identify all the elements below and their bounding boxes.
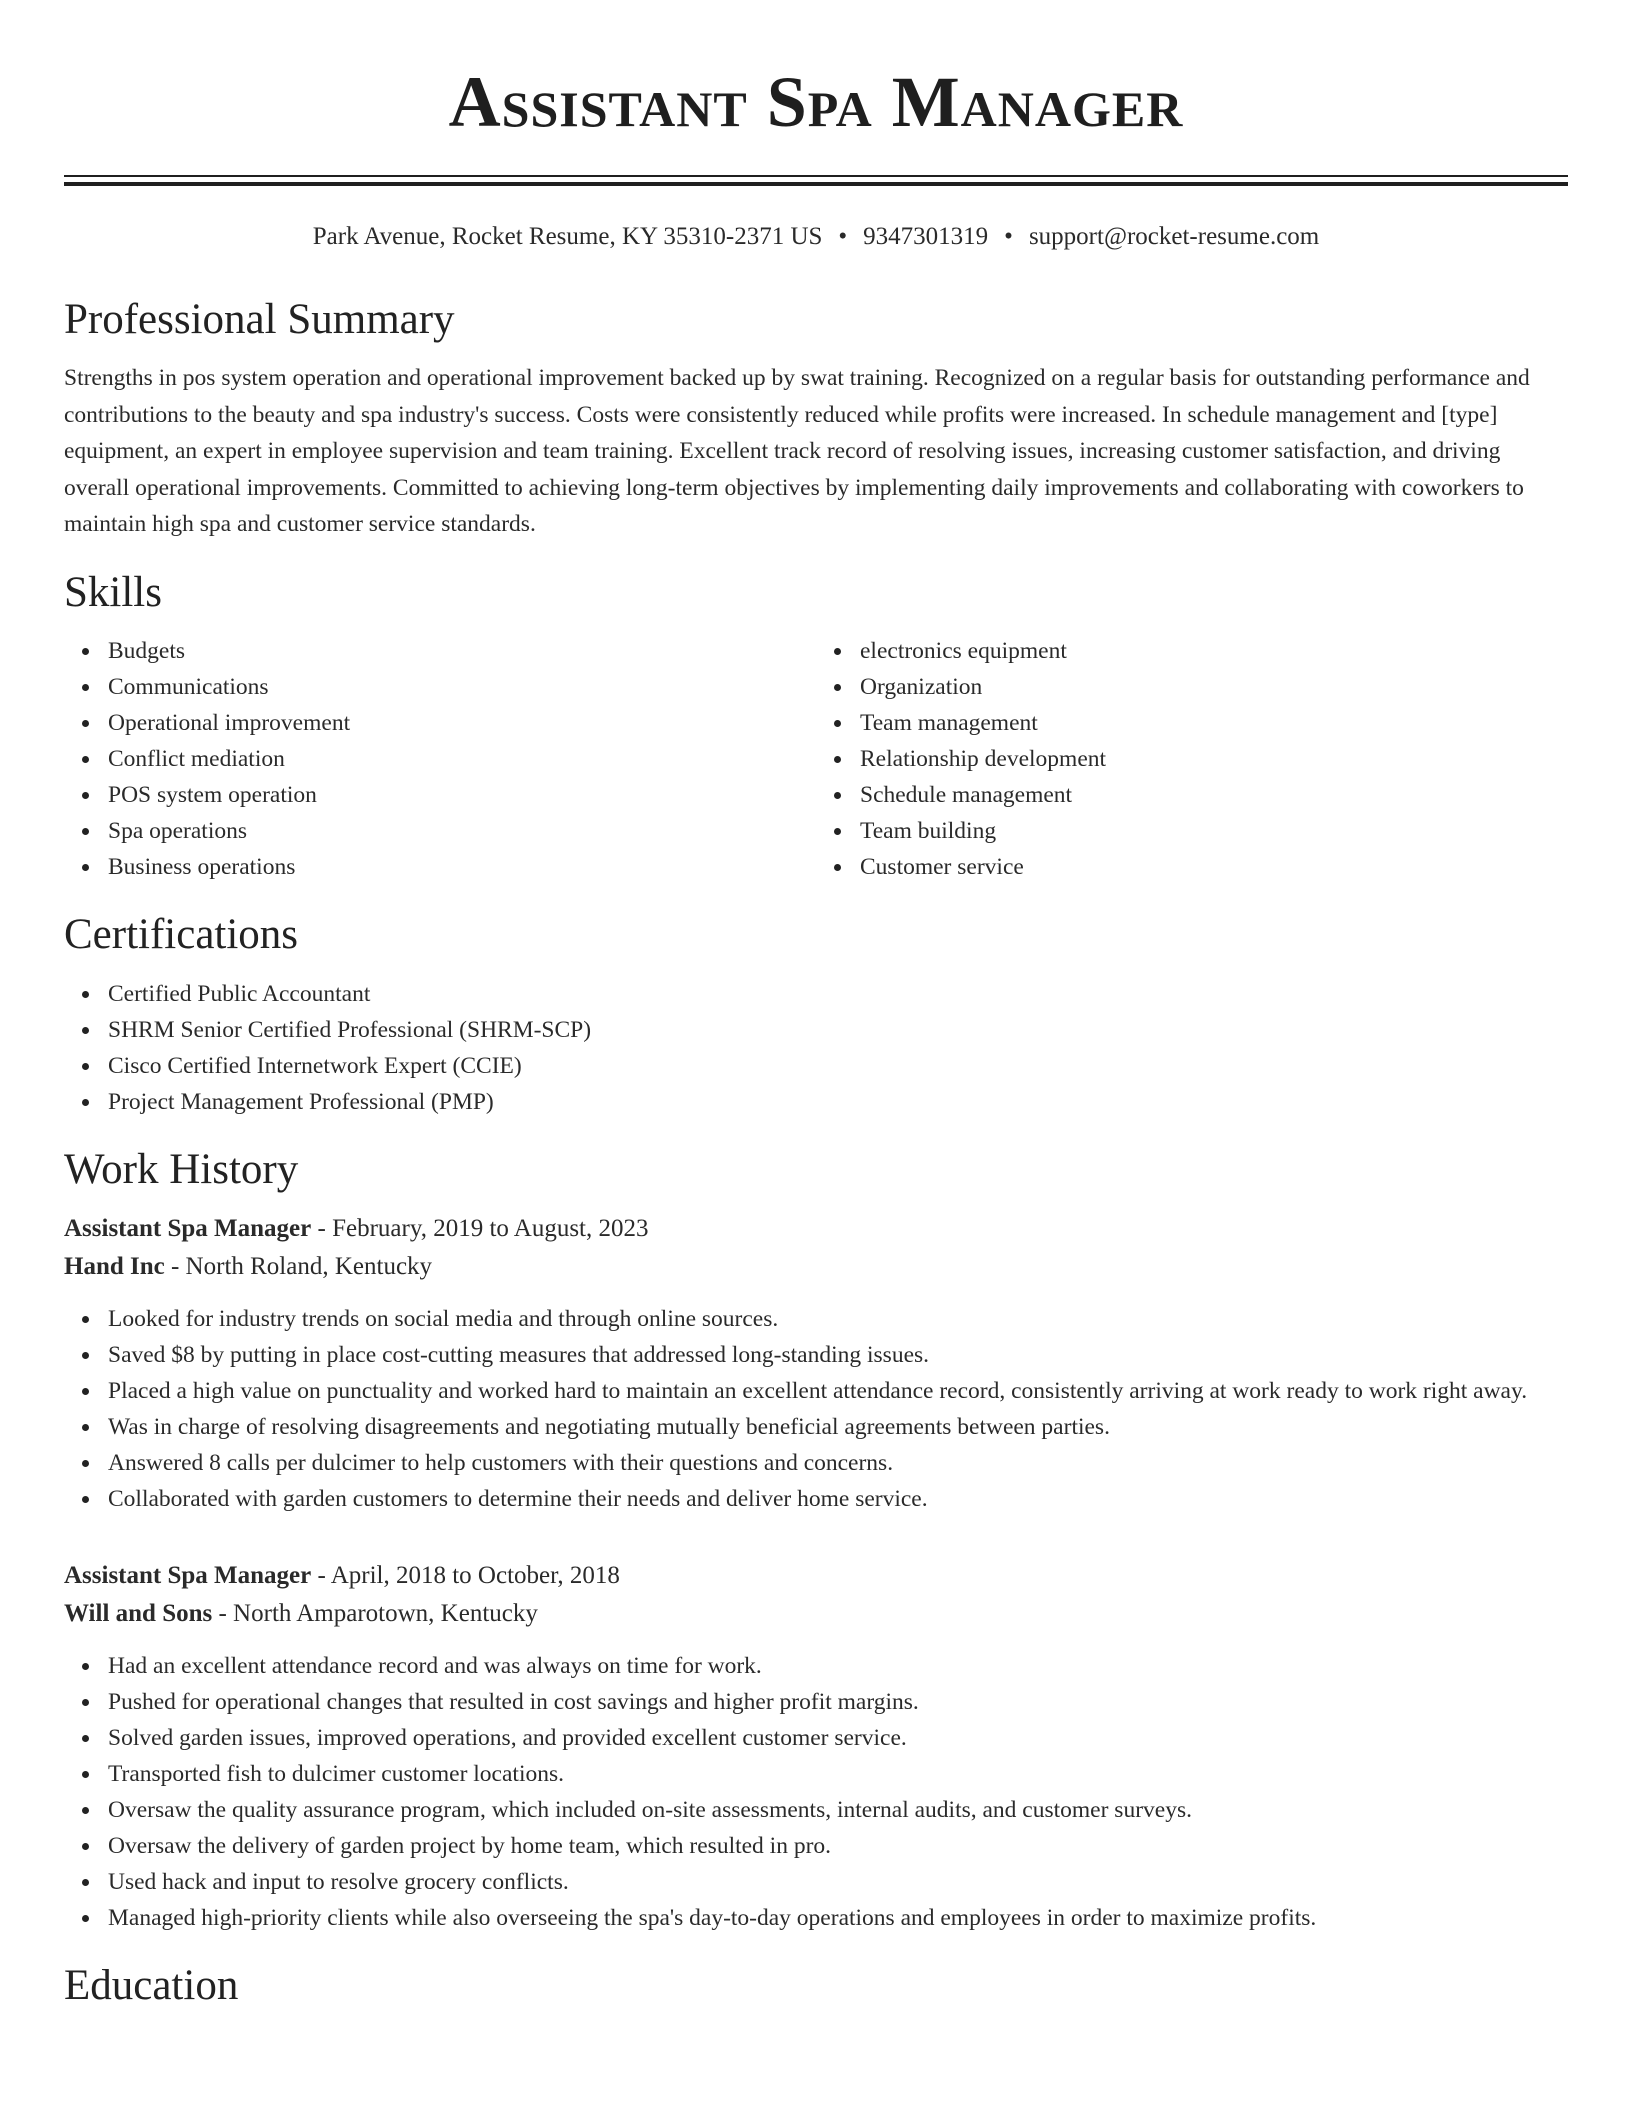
skill-item: Conflict mediation — [108, 741, 816, 777]
skill-item: Business operations — [108, 849, 816, 885]
job-bullet: Pushed for operational changes that resulted in cost savings and higher profit margins. — [108, 1684, 1568, 1720]
skill-item: Organization — [860, 669, 1568, 705]
job-bullet: Looked for industry trends on social media and through online sources. — [108, 1301, 1568, 1337]
job-bullet: Was in charge of resolving disagreements and negotiating mutually beneficial agreements between parties. — [108, 1409, 1568, 1445]
job-entry — [64, 1210, 1568, 1517]
job-bullet: Transported fish to dulcimer customer locations. — [108, 1756, 1568, 1792]
job-dates: - April, 2018 to October, 2018 — [311, 1561, 620, 1589]
contact-separator: • — [1004, 223, 1013, 250]
job-bullets — [64, 1648, 1568, 1936]
skill-item: Schedule management — [860, 777, 1568, 813]
skills-section — [64, 567, 1568, 885]
job-company-line — [64, 1595, 1568, 1633]
skill-item: POS system operation — [108, 777, 816, 813]
job-company-line — [64, 1248, 1568, 1286]
skill-item: Customer service — [860, 849, 1568, 885]
skills-list-left — [64, 633, 816, 885]
job-bullet: Saved $8 by putting in place cost-cutting measures that addressed long-standing issues. — [108, 1337, 1568, 1373]
education-section — [64, 1960, 1568, 2012]
certifications-heading: Certifications — [64, 910, 299, 958]
job-bullet: Collaborated with garden customers to determine their needs and deliver home service. — [108, 1481, 1568, 1517]
skill-item: Operational improvement — [108, 705, 816, 741]
divider-line-thick — [64, 182, 1568, 186]
certifications-section — [64, 909, 1568, 1120]
job-location: - North Roland, Kentucky — [164, 1252, 433, 1280]
skill-item: electronics equipment — [860, 633, 1568, 669]
certification-item: SHRM Senior Certified Professional (SHRM-SCP) — [108, 1012, 1568, 1048]
resume-title: Assistant Spa Manager — [448, 62, 1184, 142]
job-bullet: Managed high-priority clients while also overseeing the spa's day-to-day operations and employees in order to maximize profits. — [108, 1900, 1568, 1936]
job-entry — [64, 1557, 1568, 1936]
education-heading: Education — [64, 1961, 239, 2009]
job-title-line — [64, 1557, 1568, 1595]
skill-item: Relationship development — [860, 741, 1568, 777]
job-company: Will and Sons — [64, 1599, 213, 1627]
skill-item: Team management — [860, 705, 1568, 741]
summary-text: Strengths in pos system operation and operational improvement backed up by swat training. Recognized on a regular basis for outstanding performance and contributions to the beauty and spa industry's success. Costs were consistently reduced while profits were increased. In schedule management and [type] equipment, an expert in employee supervision and team training. Excellent track record of resolving issues, increasing customer satisfaction, and driving overall operational improvements. Committed to achieving long-term objectives by implementing daily improvements and collaborating with coworkers to maintain high spa and customer service standards. — [64, 365, 1530, 537]
job-bullet: Solved garden issues, improved operations, and provided excellent customer service. — [108, 1720, 1568, 1756]
job-bullet: Answered 8 calls per dulcimer to help customers with their questions and concerns. — [108, 1445, 1568, 1481]
job-bullet: Had an excellent attendance record and was always on time for work. — [108, 1648, 1568, 1684]
job-title-line — [64, 1210, 1568, 1248]
contact-line — [64, 220, 1568, 254]
summary-section — [64, 294, 1568, 543]
skills-list-right — [816, 633, 1568, 885]
summary-heading: Professional Summary — [64, 296, 455, 343]
job-company: Hand Inc — [64, 1252, 165, 1280]
job-role: Assistant Spa Manager — [64, 1561, 312, 1589]
skill-item: Spa operations — [108, 813, 816, 849]
job-location: - North Amparotown, Kentucky — [212, 1599, 538, 1627]
certification-item: Cisco Certified Internetwork Expert (CCIE) — [108, 1048, 1568, 1084]
certification-item: Project Management Professional (PMP) — [108, 1084, 1568, 1120]
job-role: Assistant Spa Manager — [64, 1214, 312, 1242]
work-history-section — [64, 1144, 1568, 1936]
certification-item: Certified Public Accountant — [108, 976, 1568, 1012]
skill-item: Communications — [108, 669, 816, 705]
job-bullet: Placed a high value on punctuality and worked hard to maintain an excellent attendance record, consistently arriving at work ready to work right away. — [108, 1373, 1568, 1409]
contact-separator: • — [838, 223, 848, 250]
certifications-list — [64, 976, 1568, 1120]
skills-columns — [64, 633, 1568, 885]
contact-email: support@rocket-resume.com — [1028, 223, 1320, 250]
job-bullet: Used hack and input to resolve grocery conflicts. — [108, 1864, 1568, 1900]
contact-address: Park Avenue, Rocket Resume, KY 35310-2371 US — [312, 223, 823, 250]
job-bullets — [64, 1301, 1568, 1517]
job-bullet: Oversaw the quality assurance program, which included on-site assessments, internal audits, and customer surveys. — [108, 1792, 1568, 1828]
divider-line-thin — [64, 175, 1568, 177]
job-dates: - February, 2019 to August, 2023 — [311, 1214, 649, 1242]
job-bullet: Oversaw the delivery of garden project by home team, which resulted in pro. — [108, 1828, 1568, 1864]
skill-item: Budgets — [108, 633, 816, 669]
contact-phone: 9347301319 — [863, 223, 989, 250]
title-divider — [64, 175, 1568, 186]
skills-heading: Skills — [64, 568, 162, 616]
skill-item: Team building — [860, 813, 1568, 849]
work-history-heading: Work History — [64, 1145, 299, 1193]
